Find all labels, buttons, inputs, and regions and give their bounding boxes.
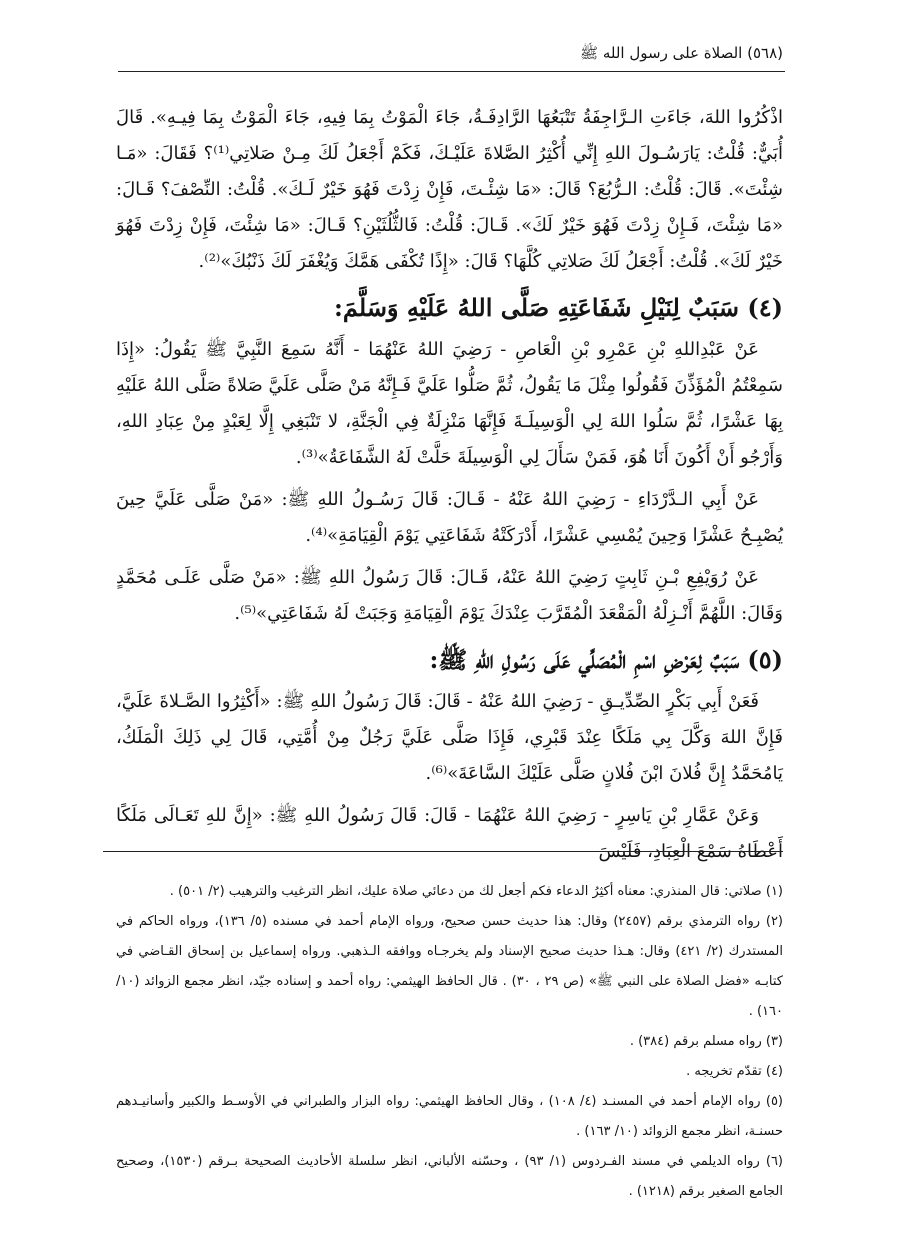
header-rule bbox=[118, 71, 785, 72]
paragraph-hadith-ubayy: اذْكُرُوا اللهَ، جَاءَتِ الـرَّاجِفَةُ تَتْبَعُهَا الرَّادِفَـةُ، جَاءَ الْمَوْتُ بِمَا فِيهِ، جَاءَ الْمَوْتُ بِمَا فِيـهِ». قَالَ أُبَيٌّ: قُلْتُ: يَارَسُـولَ اللهِ إِنِّي أُكْثِرُ الصَّلاةَ عَلَيْـكَ، فَكَمْ أَجْعَلُ لَكَ مِـنْ صَلاتِي⁽¹⁾؟ فَقَالَ: «مَـا شِئْتَ». قَالَ: قُلْتُ: الـرُّبُعَ؟ قَالَ: «مَا شِئْـتَ، فَإِنْ زِدْتَ فَهُوَ خَيْرٌ لَـكَ». قُلْتُ: النِّصْفَ؟ قَـالَ: «مَا شِئْتَ، فَـإِنْ زِدْتَ فَهُوَ خَيْرٌ لَكَ». قَـالَ: قُلْتُ: فَالثُّلُثَيْنِ؟ قَـالَ: «مَا شِئْتَ، فَإِنْ زِدْتَ فَهُوَ خَيْرٌ لَكَ». قُلْتُ: أَجْعَلُ لَكَ صَلاتِي كُلَّهَا؟ قَالَ: «إِذًا تُكْفَى هَمَّكَ وَيُغْفَرَ لَكَ ذَنْبُكَ»⁽²⁾. bbox=[116, 107, 783, 272]
paragraph-hadith-abu-darda: عَنْ أَبِي الـدَّرْدَاءِ - رَضِيَ اللهُ عَنْهُ - قَـالَ: قَالَ رَسُـولُ اللهِ ﷺ: «مَنْ صَلَّى عَلَيَّ حِينَ يُصْبِـحُ عَشْرًا وَحِينَ يُمْسِي عَشْرًا، أَدْرَكَتْهُ شَفَاعَتِي يَوْمَ الْقِيَامَةِ»⁽⁴⁾. bbox=[116, 489, 783, 546]
section-heading-4: (٤) سَبَبٌ لِنَيْلِ شَفَاعَتِهِ صَلَّى اللهُ عَلَيْهِ وَسَلَّمَ: bbox=[334, 293, 783, 322]
paragraph-hadith-abdullah: عَنْ عَبْدِاللهِ بْنِ عَمْرِو بْنِ الْعَاصِ - رَضِيَ اللهُ عَنْهُمَا - أَنَّهُ سَمِعَ النَّبِيَّ ﷺ يَقُولُ: «إِذَا سَمِعْتُمُ الْمُؤَذِّنَ فَقُولُوا مِثْلَ مَا يَقُولُ، ثُمَّ صَلُّوا عَلَيَّ فَـإِنَّهُ مَنْ صَلَّى عَلَيَّ صَلاةً صَلَّى اللهُ عَلَيْهِ بِهَا عَشْرًا، ثُمَّ سَلُوا اللهَ لِي الْوَسِيلَـةَ فَإِنَّهَا مَنْزِلَةٌ فِي الْجَنَّةِ، لا تَنْبَغِي إِلَّا لِعَبْدٍ مِنْ عِبَادِ اللهِ، وَأَرْجُو أَنْ أَكُونَ أَنَا هُوَ، فَمَنْ سَأَلَ لِي الْوَسِيلَةَ حَلَّتْ لَهُ الشَّفَاعَةُ»⁽³⁾. bbox=[116, 339, 783, 468]
footnote-2: (٢) رواه الترمذي برقم (٢٤٥٧) وقال: هذا حديث حسن صحيح، ورواه الإمام أحمد في مسنده (٥/ ١٣٦)، ورواه الحاكم في المستدرك (٢/ ٤٢١) وقال: هـذا حديث صحيح الإسناد ولم يخرجـاه ووافقه الـذهبي. ورواه إسماعيل بن إسحاق القـاضي في كتابـه «فضل الصلاة على النبي ﷺ» (ص ٢٩ ، ٣٠) . قال الحافظ الهيثمي: رواه أحمد و إسناده جيّد، انظر مجمع الزوائد (١٠/ ١٦٠) . bbox=[116, 914, 783, 1019]
paragraph-hadith-abu-bakr: فَعَنْ أَبِي بَكْرٍ الصِّدِّيـقِ - رَضِيَ اللهُ عَنْهُ - قَالَ: قَالَ رَسُولُ اللهِ ﷺ: «أَكْثِرُوا الصَّـلاةَ عَلَيَّ، فَإِنَّ اللهَ وَكَّلَ بِي مَلَكًا عِنْدَ قَبْرِي، فَإِذَا صَلَّى عَلَيَّ رَجُلٌ مِنْ أُمَّتِي، قَالَ لِي ذَلِكَ الْمَلَكُ، يَامُحَمَّدُ إِنَّ فُلانَ ابْنَ فُلانٍ صَلَّى عَلَيْكَ السَّاعَةَ»⁽⁶⁾. bbox=[116, 691, 783, 784]
footnote-rule bbox=[103, 851, 783, 852]
paragraph-hadith-ammar: وَعَنْ عَمَّارِ بْنِ يَاسِرٍ - رَضِيَ اللهُ عَنْهُمَا - قَالَ: قَالَ رَسُولُ اللهِ ﷺ: «إِنَّ للهِ تَعَـالَى مَلَكًا أَعْطَاهُ سَمْعَ الْعِبَادِ، فَلَيْسَ bbox=[116, 805, 783, 862]
section-heading-5: (٥) سَبَبٌ لِعَرْضِ اسْمِ الْمُصَلِّي عَلَى رَسُولِ اللهِ ﷺ: bbox=[429, 645, 783, 674]
main-text bbox=[116, 100, 783, 876]
footnote-4: (٤) تقدّم تخريجه . bbox=[686, 1064, 783, 1079]
paragraph-hadith-ruwayfi: عَنْ رُوَيْفِعِ بْـنِ ثَابِتٍ رَضِيَ اللهُ عَنْهُ، قَـالَ: قَالَ رَسُولُ اللهِ ﷺ: «مَنْ صَلَّى عَلَـى مُحَمَّدٍ وَقَالَ: اللَّهُمَّ أَنْـزِلْهُ الْمَقْعَدَ الْمُقَرَّبَ عِنْدَكَ يَوْمَ الْقِيَامَةِ وَجَبَتْ لَهُ شَفَاعَتِي»⁽⁵⁾. bbox=[116, 567, 783, 624]
running-header: (٥٦٨) الصلاة على رسول الله ﷺ bbox=[579, 44, 783, 62]
footnotes bbox=[116, 877, 783, 1207]
footnote-3: (٣) رواه مسلم برقم (٣٨٤) . bbox=[629, 1034, 783, 1049]
footnote-6: (٦) رواه الديلمي في مسند الفـردوس (١/ ٩٣) ، وحسّنه الألباني، انظر سلسلة الأحاديث الصحيحة بـرقم (١٥٣٠)، وصحيح الجامع الصغير برقم (١٢١٨) . bbox=[116, 1154, 783, 1199]
footnote-5: (٥) رواه الإمام أحمد في المسنـد (٤/ ١٠٨) ، وقال الحافظ الهيثمي: رواه البزار والطبراني في الأوسـط والكبير وأسانيـدهم حسنـة، انظر مجمع الزوائد (١٠/ ١٦٣) . bbox=[116, 1094, 783, 1139]
footnote-1: (١) صلاتي: قال المنذري: معناه أكثِرُ الدعاء فكم أجعل لك من دعائي صلاة عليك، انظر الترغيب والترهيب (٢/ ٥٠١) . bbox=[169, 884, 783, 899]
